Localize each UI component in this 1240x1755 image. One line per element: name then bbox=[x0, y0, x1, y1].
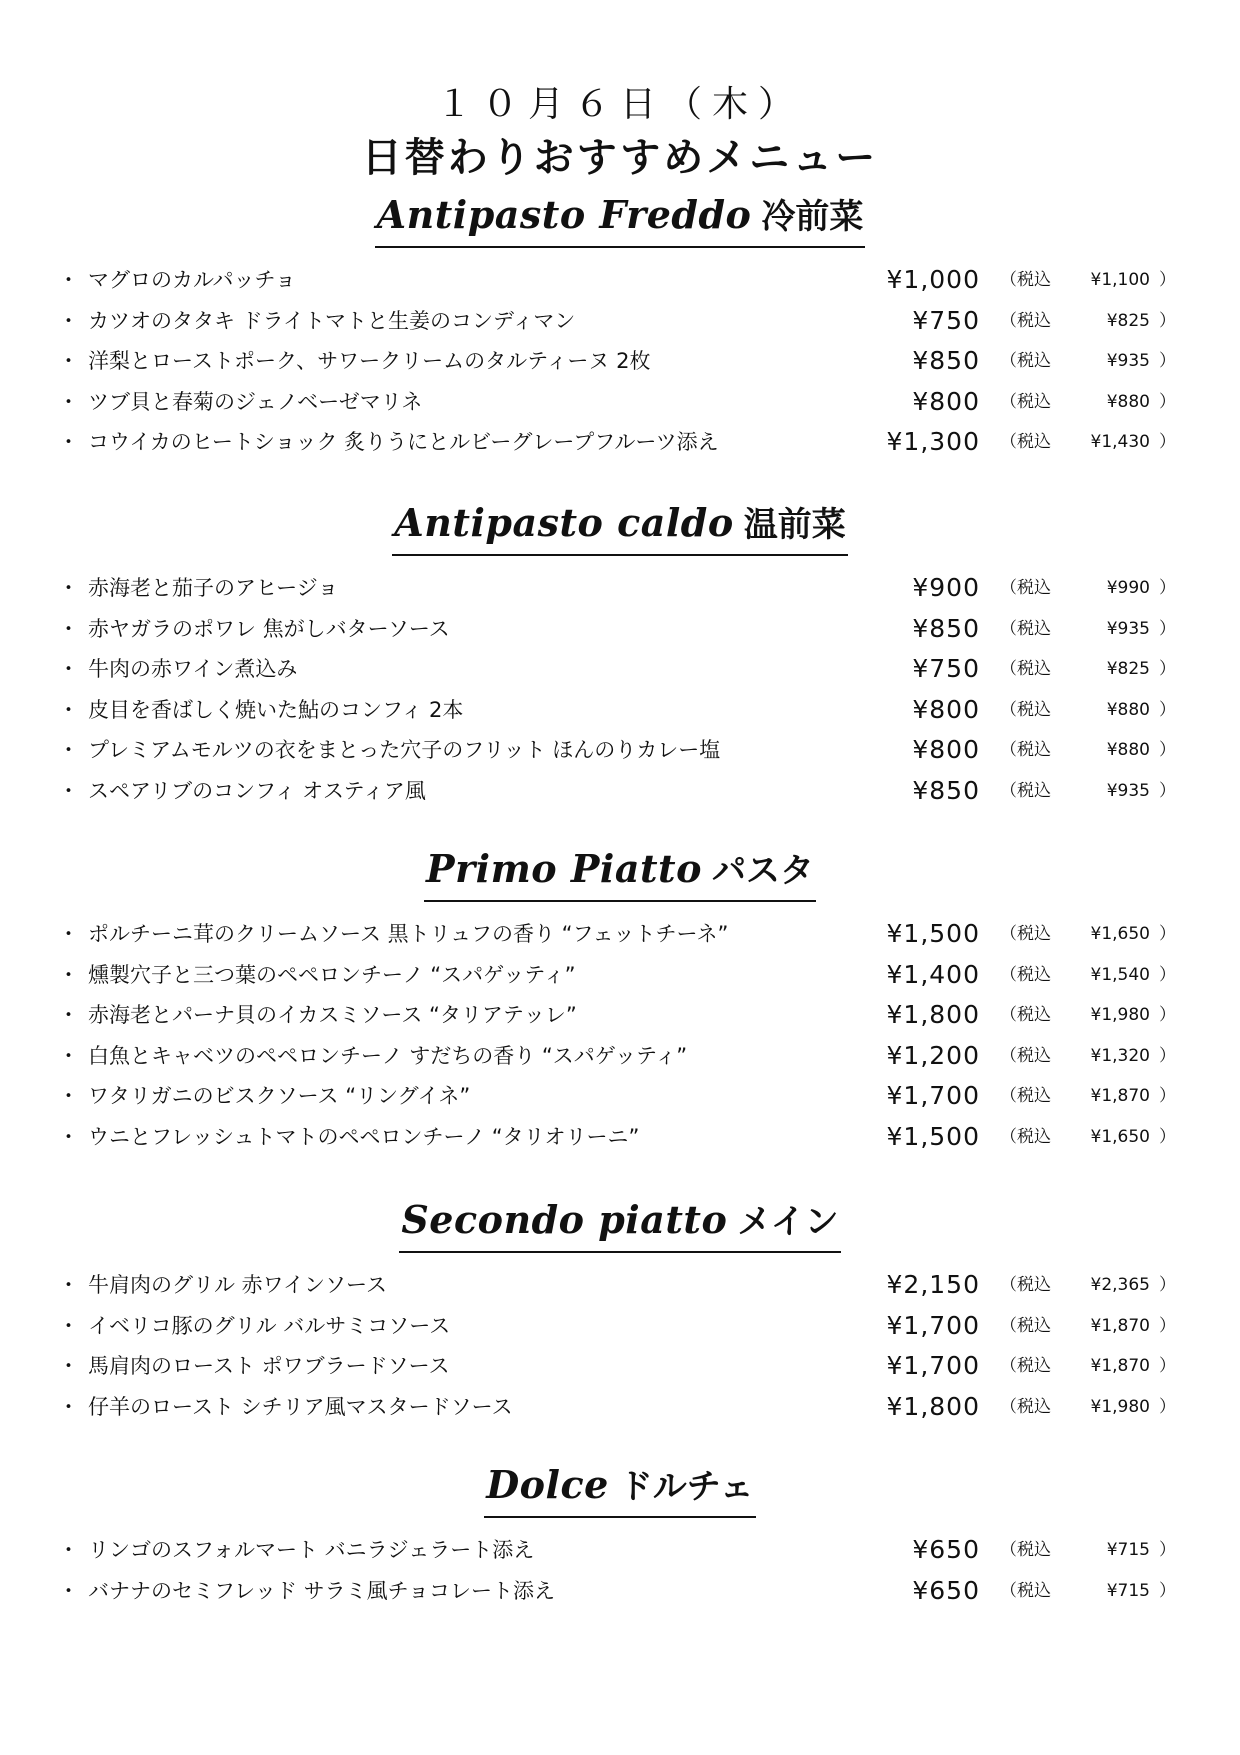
tax-close-paren: ） bbox=[1159, 699, 1176, 720]
menu-section bbox=[0, 500, 1240, 811]
bullet-point: ・ bbox=[58, 1354, 79, 1378]
bullet-point: ・ bbox=[58, 697, 79, 722]
menu-item bbox=[0, 1076, 1240, 1117]
tax-close-paren: ） bbox=[1159, 924, 1176, 944]
menu-item bbox=[0, 1346, 1240, 1387]
tax-price-value: ¥1,540 bbox=[1090, 964, 1150, 985]
tax-price-value: ¥880 bbox=[1106, 740, 1150, 760]
section-title-italian: Dolce bbox=[486, 1462, 609, 1507]
tax-close-paren: ） bbox=[1159, 1315, 1176, 1336]
tax-close-paren: ） bbox=[1159, 578, 1176, 598]
menu-item-list bbox=[0, 1265, 1240, 1427]
bullet-point: ・ bbox=[58, 308, 79, 333]
tax-close-paren: ） bbox=[1159, 1005, 1176, 1025]
tax-label: （税込 bbox=[1000, 964, 1051, 985]
menu-section bbox=[0, 1462, 1240, 1611]
tax-label: （税込 bbox=[1000, 1275, 1051, 1295]
menu-section bbox=[0, 846, 1240, 1157]
tax-price-value: ¥935 bbox=[1106, 351, 1150, 371]
dish-name: ワタリガニのビスクソース “リングイネ” bbox=[88, 1084, 471, 1108]
menu-item-list bbox=[0, 568, 1240, 811]
dish-name: 赤海老と茄子のアヒージョ bbox=[88, 576, 339, 600]
dish-price: ¥850 bbox=[912, 613, 980, 643]
dish-price: ¥650 bbox=[912, 1575, 980, 1605]
menu-item bbox=[0, 1306, 1240, 1347]
dish-name: スペアリブのコンフィ オスティア風 bbox=[88, 778, 426, 803]
tax-price-value: ¥1,650 bbox=[1090, 924, 1150, 944]
dish-price: ¥1,500 bbox=[886, 1121, 980, 1151]
bullet-point: ・ bbox=[58, 1394, 79, 1419]
tax-price-value: ¥935 bbox=[1106, 780, 1150, 801]
tax-close-paren: ） bbox=[1159, 964, 1176, 985]
section-heading bbox=[0, 1462, 1240, 1522]
dish-name: 馬肩肉のロースト ポワブラードソース bbox=[88, 1354, 450, 1378]
tax-price-value: ¥1,980 bbox=[1090, 1396, 1150, 1417]
bullet-point: ・ bbox=[58, 576, 79, 600]
section-heading-underlined bbox=[484, 1462, 756, 1518]
dish-name: リンゴのスフォルマート バニラジェラート添え bbox=[88, 1538, 535, 1562]
bullet-point: ・ bbox=[58, 1273, 79, 1297]
menu-item bbox=[0, 1036, 1240, 1077]
tax-label: （税込 bbox=[1000, 432, 1051, 452]
section-heading bbox=[0, 192, 1240, 252]
tax-close-paren: ） bbox=[1159, 270, 1176, 290]
dish-price: ¥1,700 bbox=[886, 1310, 980, 1340]
menu-item bbox=[0, 422, 1240, 463]
tax-close-paren: ） bbox=[1159, 310, 1176, 331]
dish-price: ¥1,000 bbox=[886, 265, 980, 294]
dish-name: マグロのカルパッチョ bbox=[88, 268, 296, 292]
tax-close-paren: ） bbox=[1159, 1086, 1176, 1106]
tax-label: （税込 bbox=[1000, 1005, 1051, 1025]
tax-label: （税込 bbox=[1000, 1086, 1051, 1106]
bullet-point: ・ bbox=[58, 1313, 79, 1338]
dish-price: ¥1,200 bbox=[886, 1040, 980, 1070]
menu-section bbox=[0, 1197, 1240, 1427]
tax-price-value: ¥1,320 bbox=[1090, 1045, 1150, 1066]
bullet-point: ・ bbox=[58, 268, 79, 292]
tax-label: （税込 bbox=[1000, 618, 1051, 639]
tax-label: （税込 bbox=[1000, 1396, 1051, 1417]
menu-item-list bbox=[0, 1530, 1240, 1611]
tax-label: （税込 bbox=[1000, 1315, 1051, 1336]
tax-label: （税込 bbox=[1000, 659, 1051, 679]
section-title-italian: Primo Piatto bbox=[426, 846, 702, 891]
dish-name: プレミアムモルツの衣をまとった穴子のフリット ほんのりカレー塩 bbox=[88, 738, 721, 762]
dish-name: 燻製穴子と三つ葉のペペロンチーノ “スパゲッティ” bbox=[88, 962, 576, 987]
bullet-point: ・ bbox=[58, 1043, 79, 1068]
section-title-japanese: 温前菜 bbox=[743, 505, 846, 545]
tax-price-value: ¥1,870 bbox=[1090, 1086, 1150, 1106]
tax-price-value: ¥1,870 bbox=[1090, 1356, 1150, 1376]
tax-close-paren: ） bbox=[1159, 740, 1176, 760]
menu-item bbox=[0, 771, 1240, 812]
tax-price-value: ¥1,980 bbox=[1090, 1005, 1150, 1025]
tax-close-paren: ） bbox=[1159, 351, 1176, 371]
tax-close-paren: ） bbox=[1159, 1275, 1176, 1295]
dish-name: 仔羊のロースト シチリア風マスタードソース bbox=[88, 1394, 513, 1419]
tax-close-paren: ） bbox=[1159, 1126, 1176, 1147]
menu-item bbox=[0, 690, 1240, 731]
tax-label: （税込 bbox=[1000, 351, 1051, 371]
bullet-point: ・ bbox=[58, 430, 79, 454]
menu-item bbox=[0, 995, 1240, 1036]
dish-price: ¥1,800 bbox=[886, 1000, 980, 1029]
dish-price: ¥850 bbox=[912, 775, 980, 805]
tax-close-paren: ） bbox=[1159, 1045, 1176, 1066]
menu-section bbox=[0, 192, 1240, 463]
bullet-point: ・ bbox=[58, 738, 79, 762]
dish-price: ¥800 bbox=[912, 386, 980, 416]
menu-title: 日替わりおすすめメニュー bbox=[361, 135, 879, 181]
tax-close-paren: ） bbox=[1159, 1356, 1176, 1376]
menu-item bbox=[0, 1117, 1240, 1158]
dish-name: ポルチーニ茸のクリームソース 黒トリュフの香り “フェットチーネ” bbox=[88, 922, 729, 946]
menu-item-list bbox=[0, 260, 1240, 463]
tax-price-value: ¥1,100 bbox=[1090, 270, 1150, 290]
tax-price-value: ¥2,365 bbox=[1090, 1275, 1150, 1295]
tax-label: （税込 bbox=[1000, 1580, 1051, 1601]
menu-item bbox=[0, 382, 1240, 423]
tax-price-value: ¥935 bbox=[1106, 618, 1150, 639]
menu-item bbox=[0, 341, 1240, 382]
menu-header bbox=[0, 80, 1240, 186]
section-heading bbox=[0, 1197, 1240, 1257]
bullet-point: ・ bbox=[58, 1538, 79, 1562]
tax-label: （税込 bbox=[1000, 699, 1051, 720]
menu-item-list bbox=[0, 914, 1240, 1157]
tax-close-paren: ） bbox=[1159, 1540, 1176, 1560]
section-heading bbox=[0, 846, 1240, 906]
menu-item bbox=[0, 730, 1240, 771]
tax-label: （税込 bbox=[1000, 270, 1051, 290]
section-heading-underlined bbox=[392, 500, 847, 556]
bullet-point: ・ bbox=[58, 1003, 79, 1027]
tax-price-value: ¥715 bbox=[1106, 1540, 1150, 1560]
tax-close-paren: ） bbox=[1159, 391, 1176, 412]
section-title-japanese: ドルチェ bbox=[618, 1467, 754, 1507]
bullet-point: ・ bbox=[58, 922, 79, 946]
dish-name: バナナのセミフレッド サラミ風チョコレート添え bbox=[88, 1578, 555, 1603]
tax-price-value: ¥1,650 bbox=[1090, 1126, 1150, 1147]
tax-price-value: ¥1,870 bbox=[1090, 1315, 1150, 1336]
menu-item bbox=[0, 260, 1240, 301]
dish-name: 洋梨とローストポーク、サワークリームのタルティーヌ 2枚 bbox=[88, 349, 651, 373]
dish-price: ¥750 bbox=[912, 654, 980, 683]
dish-price: ¥900 bbox=[912, 573, 980, 602]
tax-label: （税込 bbox=[1000, 1045, 1051, 1066]
menu-item bbox=[0, 1387, 1240, 1428]
menu-item bbox=[0, 1571, 1240, 1612]
dish-name: 牛肩肉のグリル 赤ワインソース bbox=[88, 1273, 387, 1297]
tax-label: （税込 bbox=[1000, 1540, 1051, 1560]
bullet-point: ・ bbox=[58, 778, 79, 803]
bullet-point: ・ bbox=[58, 1084, 79, 1108]
section-title-japanese: パスタ bbox=[711, 851, 814, 891]
dish-name: イベリコ豚のグリル バルサミコソース bbox=[88, 1313, 451, 1338]
dish-name: ウニとフレッシュトマトのペペロンチーノ “タリオリーニ” bbox=[88, 1124, 640, 1149]
dish-name: 赤海老とパーナ貝のイカスミソース “タリアテッレ” bbox=[88, 1003, 577, 1027]
section-title-italian: Secondo piatto bbox=[401, 1197, 728, 1242]
tax-price-value: ¥880 bbox=[1106, 391, 1150, 412]
tax-close-paren: ） bbox=[1159, 780, 1176, 801]
bullet-point: ・ bbox=[58, 349, 79, 373]
section-heading-underlined bbox=[424, 846, 816, 902]
tax-close-paren: ） bbox=[1159, 659, 1176, 679]
tax-label: （税込 bbox=[1000, 924, 1051, 944]
tax-price-value: ¥1,430 bbox=[1090, 432, 1150, 452]
dish-price: ¥1,700 bbox=[886, 1081, 980, 1110]
dish-name: カツオのタタキ ドライトマトと生姜のコンディマン bbox=[88, 308, 576, 333]
dish-price: ¥1,300 bbox=[886, 427, 980, 456]
tax-price-value: ¥990 bbox=[1106, 578, 1150, 598]
dish-price: ¥800 bbox=[912, 694, 980, 724]
tax-price-value: ¥825 bbox=[1106, 310, 1150, 331]
tax-label: （税込 bbox=[1000, 780, 1051, 801]
tax-label: （税込 bbox=[1000, 310, 1051, 331]
tax-label: （税込 bbox=[1000, 391, 1051, 412]
menu-date: １０月６日（木） bbox=[435, 84, 804, 125]
menu-item bbox=[0, 914, 1240, 955]
menu-item bbox=[0, 1530, 1240, 1571]
tax-label: （税込 bbox=[1000, 740, 1051, 760]
dish-name: 皮目を香ばしく焼いた鮎のコンフィ 2本 bbox=[88, 697, 464, 722]
bullet-point: ・ bbox=[58, 1124, 79, 1149]
dish-name: 白魚とキャベツのペペロンチーノ すだちの香り “スパゲッティ” bbox=[88, 1043, 688, 1068]
menu-item bbox=[0, 649, 1240, 690]
menu-item bbox=[0, 1265, 1240, 1306]
section-heading bbox=[0, 500, 1240, 560]
menu-item bbox=[0, 568, 1240, 609]
menu-item bbox=[0, 301, 1240, 342]
dish-price: ¥800 bbox=[912, 735, 980, 764]
tax-price-value: ¥825 bbox=[1106, 659, 1150, 679]
section-title-italian: Antipasto caldo bbox=[394, 500, 734, 545]
tax-label: （税込 bbox=[1000, 1126, 1051, 1147]
dish-price: ¥650 bbox=[912, 1535, 980, 1564]
tax-price-value: ¥880 bbox=[1106, 699, 1150, 720]
bullet-point: ・ bbox=[58, 657, 79, 681]
section-title-japanese: メイン bbox=[737, 1202, 839, 1242]
menu-item bbox=[0, 609, 1240, 650]
section-heading-underlined bbox=[375, 192, 866, 248]
section-heading-underlined bbox=[399, 1197, 840, 1253]
dish-price: ¥2,150 bbox=[886, 1270, 980, 1299]
dish-price: ¥1,700 bbox=[886, 1351, 980, 1380]
bullet-point: ・ bbox=[58, 1578, 79, 1603]
menu-item bbox=[0, 955, 1240, 996]
dish-price: ¥750 bbox=[912, 305, 980, 335]
tax-close-paren: ） bbox=[1159, 432, 1176, 452]
tax-label: （税込 bbox=[1000, 578, 1051, 598]
dish-name: 赤ヤガラのポワレ 焦がしバターソース bbox=[88, 616, 450, 641]
dish-price: ¥1,400 bbox=[886, 959, 980, 989]
section-title-japanese: 冷前菜 bbox=[761, 197, 864, 237]
dish-name: ツブ貝と春菊のジェノベーゼマリネ bbox=[88, 389, 423, 414]
dish-price: ¥1,500 bbox=[886, 919, 980, 948]
dish-name: 牛肉の赤ワイン煮込み bbox=[88, 657, 298, 681]
bullet-point: ・ bbox=[58, 389, 79, 414]
bullet-point: ・ bbox=[58, 616, 79, 641]
dish-name: コウイカのヒートショック 炙りうにとルビーグレープフルーツ添え bbox=[88, 430, 719, 454]
dish-price: ¥850 bbox=[912, 346, 980, 375]
section-title-italian: Antipasto Freddo bbox=[376, 192, 752, 237]
tax-price-value: ¥715 bbox=[1106, 1580, 1150, 1601]
bullet-point: ・ bbox=[58, 962, 79, 987]
dish-price: ¥1,800 bbox=[886, 1391, 980, 1421]
tax-label: （税込 bbox=[1000, 1356, 1051, 1376]
tax-close-paren: ） bbox=[1159, 618, 1176, 639]
tax-close-paren: ） bbox=[1159, 1580, 1176, 1601]
tax-close-paren: ） bbox=[1159, 1396, 1176, 1417]
